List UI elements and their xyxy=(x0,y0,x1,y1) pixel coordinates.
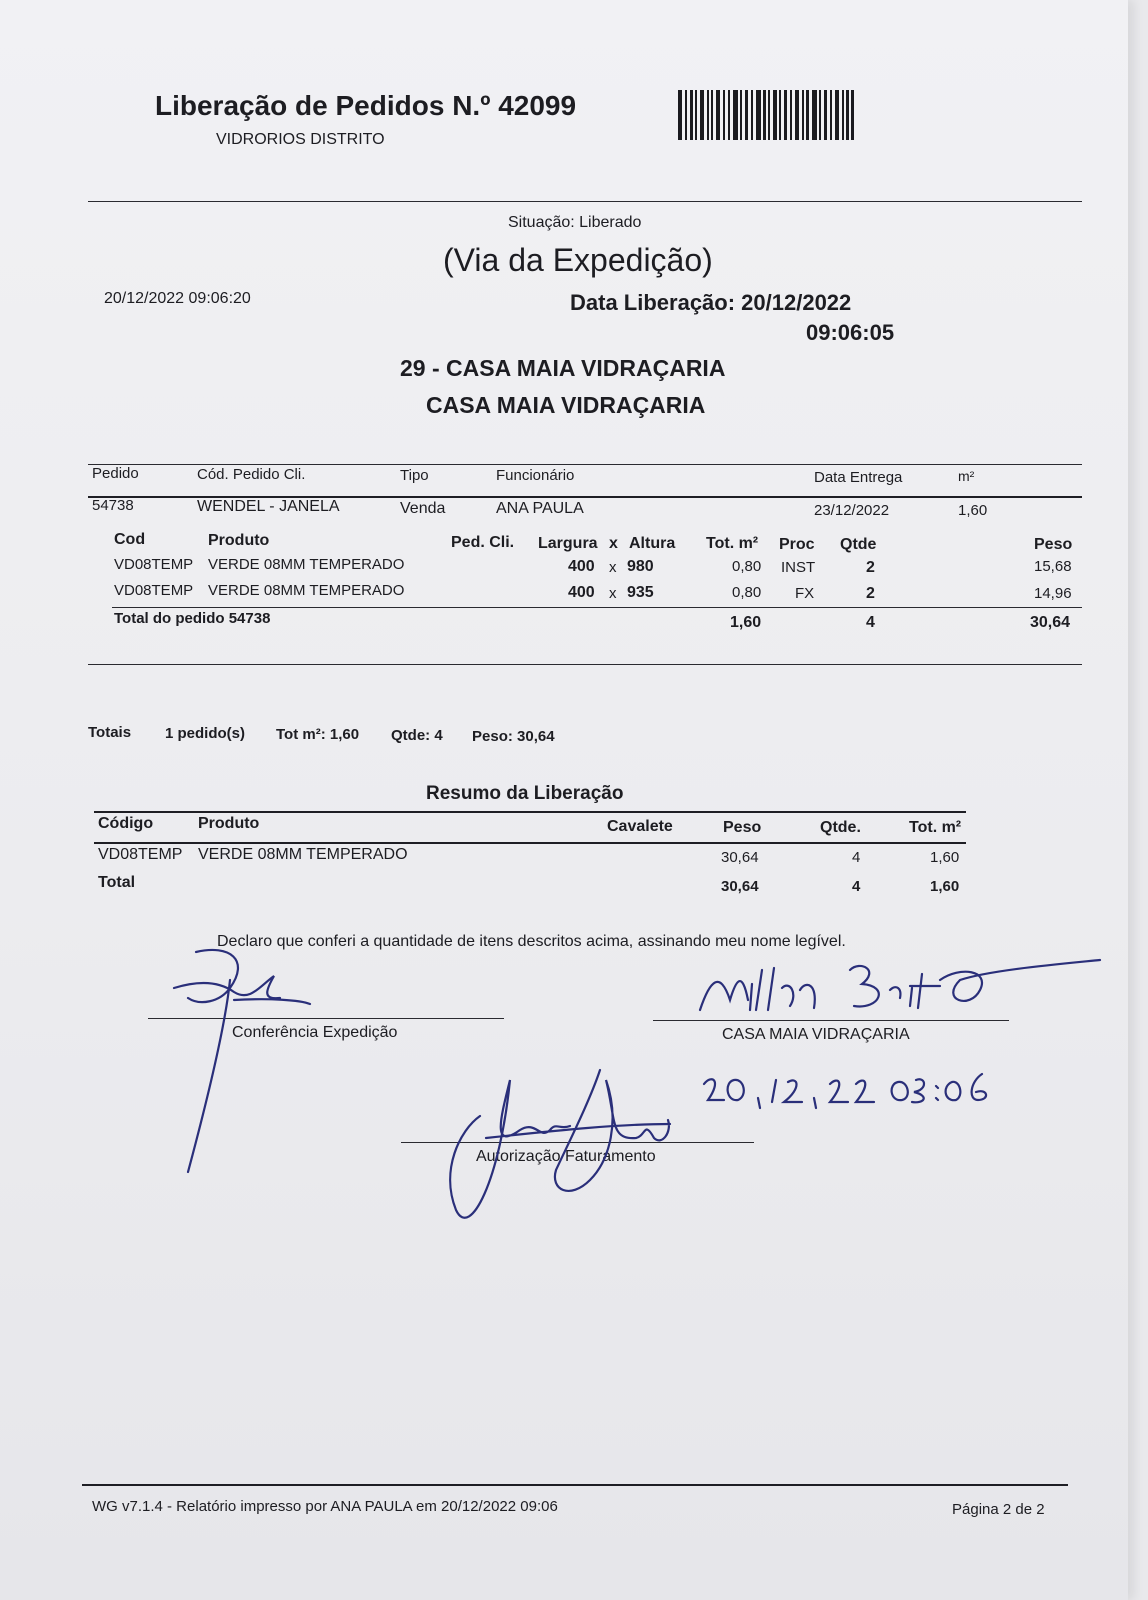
order-cod-pedido-cli: WENDEL - JANELA xyxy=(197,498,340,515)
item-cod: VD08TEMP xyxy=(114,556,194,573)
sum-total-tot-m2: 1,60 xyxy=(930,878,960,895)
col-produto: Produto xyxy=(208,532,270,549)
sum-total-peso: 30,64 xyxy=(721,878,759,895)
sum-col-qtde: Qtde. xyxy=(820,819,861,836)
item-peso: 14,96 xyxy=(1034,585,1072,602)
order-total-label: Total do pedido 54738 xyxy=(114,610,271,627)
order-total-qtde: 4 xyxy=(866,614,875,631)
order-data-entrega: 23/12/2022 xyxy=(814,502,890,519)
footer-printed-by: WG v7.1.4 - Relatório impresso por ANA PAULA em 20/12/2022 09:06 xyxy=(92,1498,558,1515)
totals-m2: Tot m²: 1,60 xyxy=(276,726,360,743)
item-proc: INST xyxy=(781,559,816,576)
declaration-text: Declaro que conferi a quantidade de itens descritos acima, assinando meu nome legível. xyxy=(217,933,846,950)
item-tot-m2: 0,80 xyxy=(732,584,762,601)
item-tot-m2: 0,80 xyxy=(732,558,762,575)
item-cod: VD08TEMP xyxy=(114,582,194,599)
summary-top-rule xyxy=(94,811,966,813)
signature-conferencia-scribble xyxy=(170,940,330,1180)
col-qtde: Qtde xyxy=(840,536,877,553)
item-qtde: 2 xyxy=(866,585,875,602)
summary-title: Resumo da Liberação xyxy=(426,783,624,804)
col-tot-m2: Tot. m² xyxy=(706,535,759,552)
item-produto: VERDE 08MM TEMPERADO xyxy=(208,582,405,599)
handwritten-date xyxy=(700,1070,1000,1120)
col-pedido: Pedido xyxy=(92,465,139,482)
order-table-bottom-rule xyxy=(88,664,1082,665)
situation-text: Situação: Liberado xyxy=(508,214,642,231)
print-datetime: 20/12/2022 09:06:20 xyxy=(104,290,251,307)
item-altura: 980 xyxy=(627,558,654,575)
col-peso: Peso xyxy=(1034,536,1073,553)
item-altura: 935 xyxy=(627,584,654,601)
summary-header-rule xyxy=(94,842,966,844)
sum-qtde: 4 xyxy=(852,849,861,866)
sum-col-produto: Produto xyxy=(198,815,260,832)
copy-label: (Via da Expedição) xyxy=(443,242,713,278)
item-x: x xyxy=(609,585,617,602)
order-total-m2: 1,60 xyxy=(730,614,762,631)
barcode xyxy=(678,90,854,140)
release-date: Data Liberação: 20/12/2022 xyxy=(570,290,852,315)
sum-peso: 30,64 xyxy=(721,849,759,866)
order-m2: 1,60 xyxy=(958,502,988,519)
order-total-peso: 30,64 xyxy=(1030,614,1071,631)
sum-col-codigo: Código xyxy=(98,815,154,832)
item-proc: FX xyxy=(795,585,815,602)
sum-col-peso: Peso xyxy=(723,819,762,836)
sum-produto: VERDE 08MM TEMPERADO xyxy=(198,846,408,863)
item-largura: 400 xyxy=(568,558,595,575)
col-m2: m² xyxy=(958,468,975,484)
sum-codigo: VD08TEMP xyxy=(98,846,183,863)
item-peso: 15,68 xyxy=(1034,558,1072,575)
signature-label-cliente: CASA MAIA VIDRAÇARIA xyxy=(722,1026,910,1043)
col-data-entrega: Data Entrega xyxy=(814,469,903,486)
sum-col-tot-m2: Tot. m² xyxy=(909,819,962,836)
sum-tot-m2: 1,60 xyxy=(930,849,960,866)
order-table-top-rule xyxy=(88,464,1082,465)
customer-name: CASA MAIA VIDRAÇARIA xyxy=(426,392,706,418)
col-tipo: Tipo xyxy=(400,467,429,484)
footer-page-number: Página 2 de 2 xyxy=(952,1501,1045,1518)
sum-col-cavalete: Cavalete xyxy=(607,818,673,835)
col-x: x xyxy=(609,535,618,552)
item-x: x xyxy=(609,559,617,576)
col-cod-pedido-cli: Cód. Pedido Cli. xyxy=(197,466,306,483)
release-time: 09:06:05 xyxy=(806,320,895,345)
signature-label-autorizacao: Autorização Faturamento xyxy=(476,1148,656,1165)
item-largura: 400 xyxy=(568,584,595,601)
sum-total-label: Total xyxy=(98,874,136,891)
customer-code-name: 29 - CASA MAIA VIDRAÇARIA xyxy=(400,355,726,381)
order-pedido: 54738 xyxy=(92,497,134,514)
item-produto: VERDE 08MM TEMPERADO xyxy=(208,556,405,573)
col-largura: Largura xyxy=(538,535,598,552)
col-funcionario: Funcionário xyxy=(496,467,575,484)
order-funcionario: ANA PAULA xyxy=(496,500,584,517)
footer-rule xyxy=(82,1484,1068,1486)
col-proc: Proc xyxy=(779,536,815,553)
signature-autorizacao-scribble xyxy=(440,1060,680,1230)
order-tipo: Venda xyxy=(400,500,446,517)
signature-client-scribble xyxy=(690,950,1110,1030)
col-ped-cli: Ped. Cli. xyxy=(451,534,515,551)
item-total-rule xyxy=(112,607,1082,608)
header-divider xyxy=(88,201,1082,202)
signature-label-conferencia: Conferência Expedição xyxy=(232,1024,398,1041)
totals-peso: Peso: 30,64 xyxy=(472,728,555,745)
item-qtde: 2 xyxy=(866,559,875,576)
document-title: Liberação de Pedidos N.º 42099 xyxy=(155,90,577,121)
totals-label: Totais xyxy=(88,724,132,741)
totals-pedidos: 1 pedido(s) xyxy=(165,725,246,742)
col-altura: Altura xyxy=(629,535,676,552)
company-name: VIDRORIOS DISTRITO xyxy=(216,131,385,148)
col-cod: Cod xyxy=(114,531,146,548)
totals-qtde: Qtde: 4 xyxy=(391,727,443,744)
sum-total-qtde: 4 xyxy=(852,878,861,895)
